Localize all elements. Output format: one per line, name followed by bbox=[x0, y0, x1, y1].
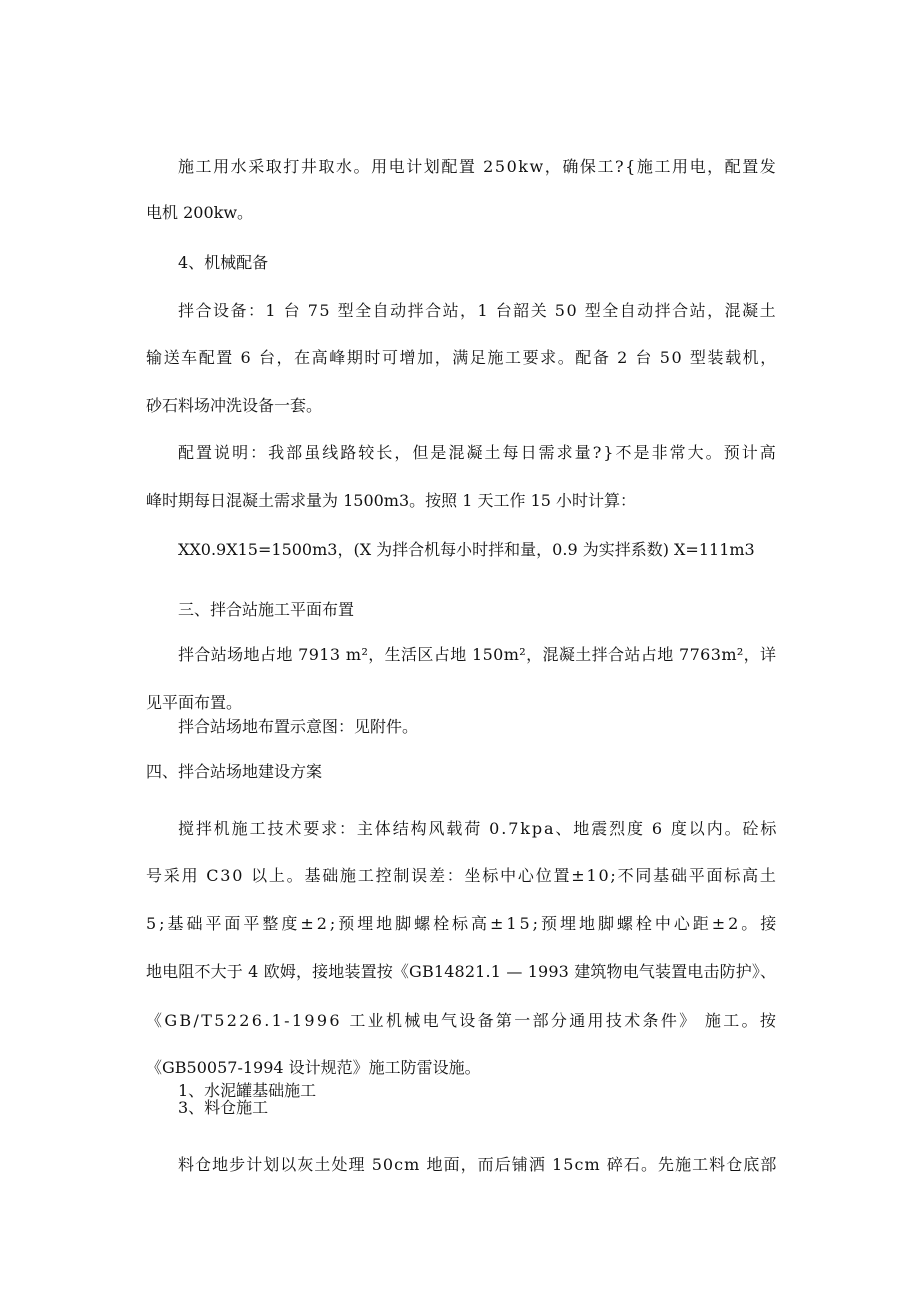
section-heading: 四、拌合站场地建设方案 bbox=[146, 762, 323, 781]
paragraph-line: 施工用水采取打井取水。用电计划配置 250kw，确保工?{施工用电，配置发 bbox=[178, 157, 778, 176]
paragraph-line: 5;基础平面平整度±2;预埋地脚螺栓标高±15;预埋地脚螺栓中心距±2。接 bbox=[146, 914, 780, 933]
paragraph-line: 峰时期每日混凝土需求量为 1500m3。按照 1 天工作 15 小时计算： bbox=[146, 491, 637, 510]
sub-heading: 1、水泥罐基础施工 bbox=[178, 1081, 317, 1100]
formula-line: XX0.9X15=1500m3，(X 为拌合机每小时拌和量，0.9 为实拌系数) X=111m3 bbox=[178, 540, 755, 559]
section-heading: 三、拌合站施工平面布置 bbox=[178, 600, 355, 619]
paragraph-line: 拌合设备：1 台 75 型全自动拌合站，1 台韶关 50 型全自动拌合站，混凝土 bbox=[178, 301, 778, 320]
paragraph-line: 配置说明：我部虽线路较长，但是混凝土每日需求量?}不是非常大。预计高 bbox=[178, 443, 778, 462]
paragraph-line: 料仓地步计划以灰土处理 50cm 地面，而后铺洒 15cm 碎石。先施工料仓底部 bbox=[178, 1155, 778, 1174]
paragraph-line: 见平面布置。 bbox=[146, 693, 243, 712]
paragraph-line: 搅拌机施工技术要求：主体结构风载荷 0.7kpa、地震烈度 6 度以内。砼标 bbox=[178, 819, 779, 838]
paragraph-line: 输送车配置 6 台，在高峰期时可增加，满足施工要求。配备 2 台 50 型装载机， bbox=[146, 348, 778, 367]
paragraph-line: 拌合站场地占地 7913 m²，生活区占地 150m²，混凝土拌合站占地 7763m²，详 bbox=[178, 645, 777, 664]
sub-heading: 3、料仓施工 bbox=[178, 1098, 269, 1117]
paragraph-line: 拌合站场地布置示意图：见附件。 bbox=[178, 717, 419, 736]
paragraph-line: 《GB/T5226.1-1996 工业机械电气设备第一部分通用技术条件》 施工。按 bbox=[146, 1011, 779, 1030]
section-heading: 4、机械配备 bbox=[178, 253, 269, 272]
paragraph-line: 号采用 C30 以上。基础施工控制误差：坐标中心位置±10;不同基础平面标高土 bbox=[146, 866, 778, 885]
paragraph-line: 《GB50057-1994 设计规范》施工防雷设施。 bbox=[146, 1058, 481, 1077]
paragraph-line: 地电阻不大于 4 欧姆，接地装置按《GB14821.1 — 1993 建筑物电气装置电击防护》、 bbox=[146, 962, 777, 981]
paragraph-line: 电机 200kw。 bbox=[146, 203, 254, 222]
paragraph-line: 砂石料场冲洗设备一套。 bbox=[146, 396, 323, 415]
